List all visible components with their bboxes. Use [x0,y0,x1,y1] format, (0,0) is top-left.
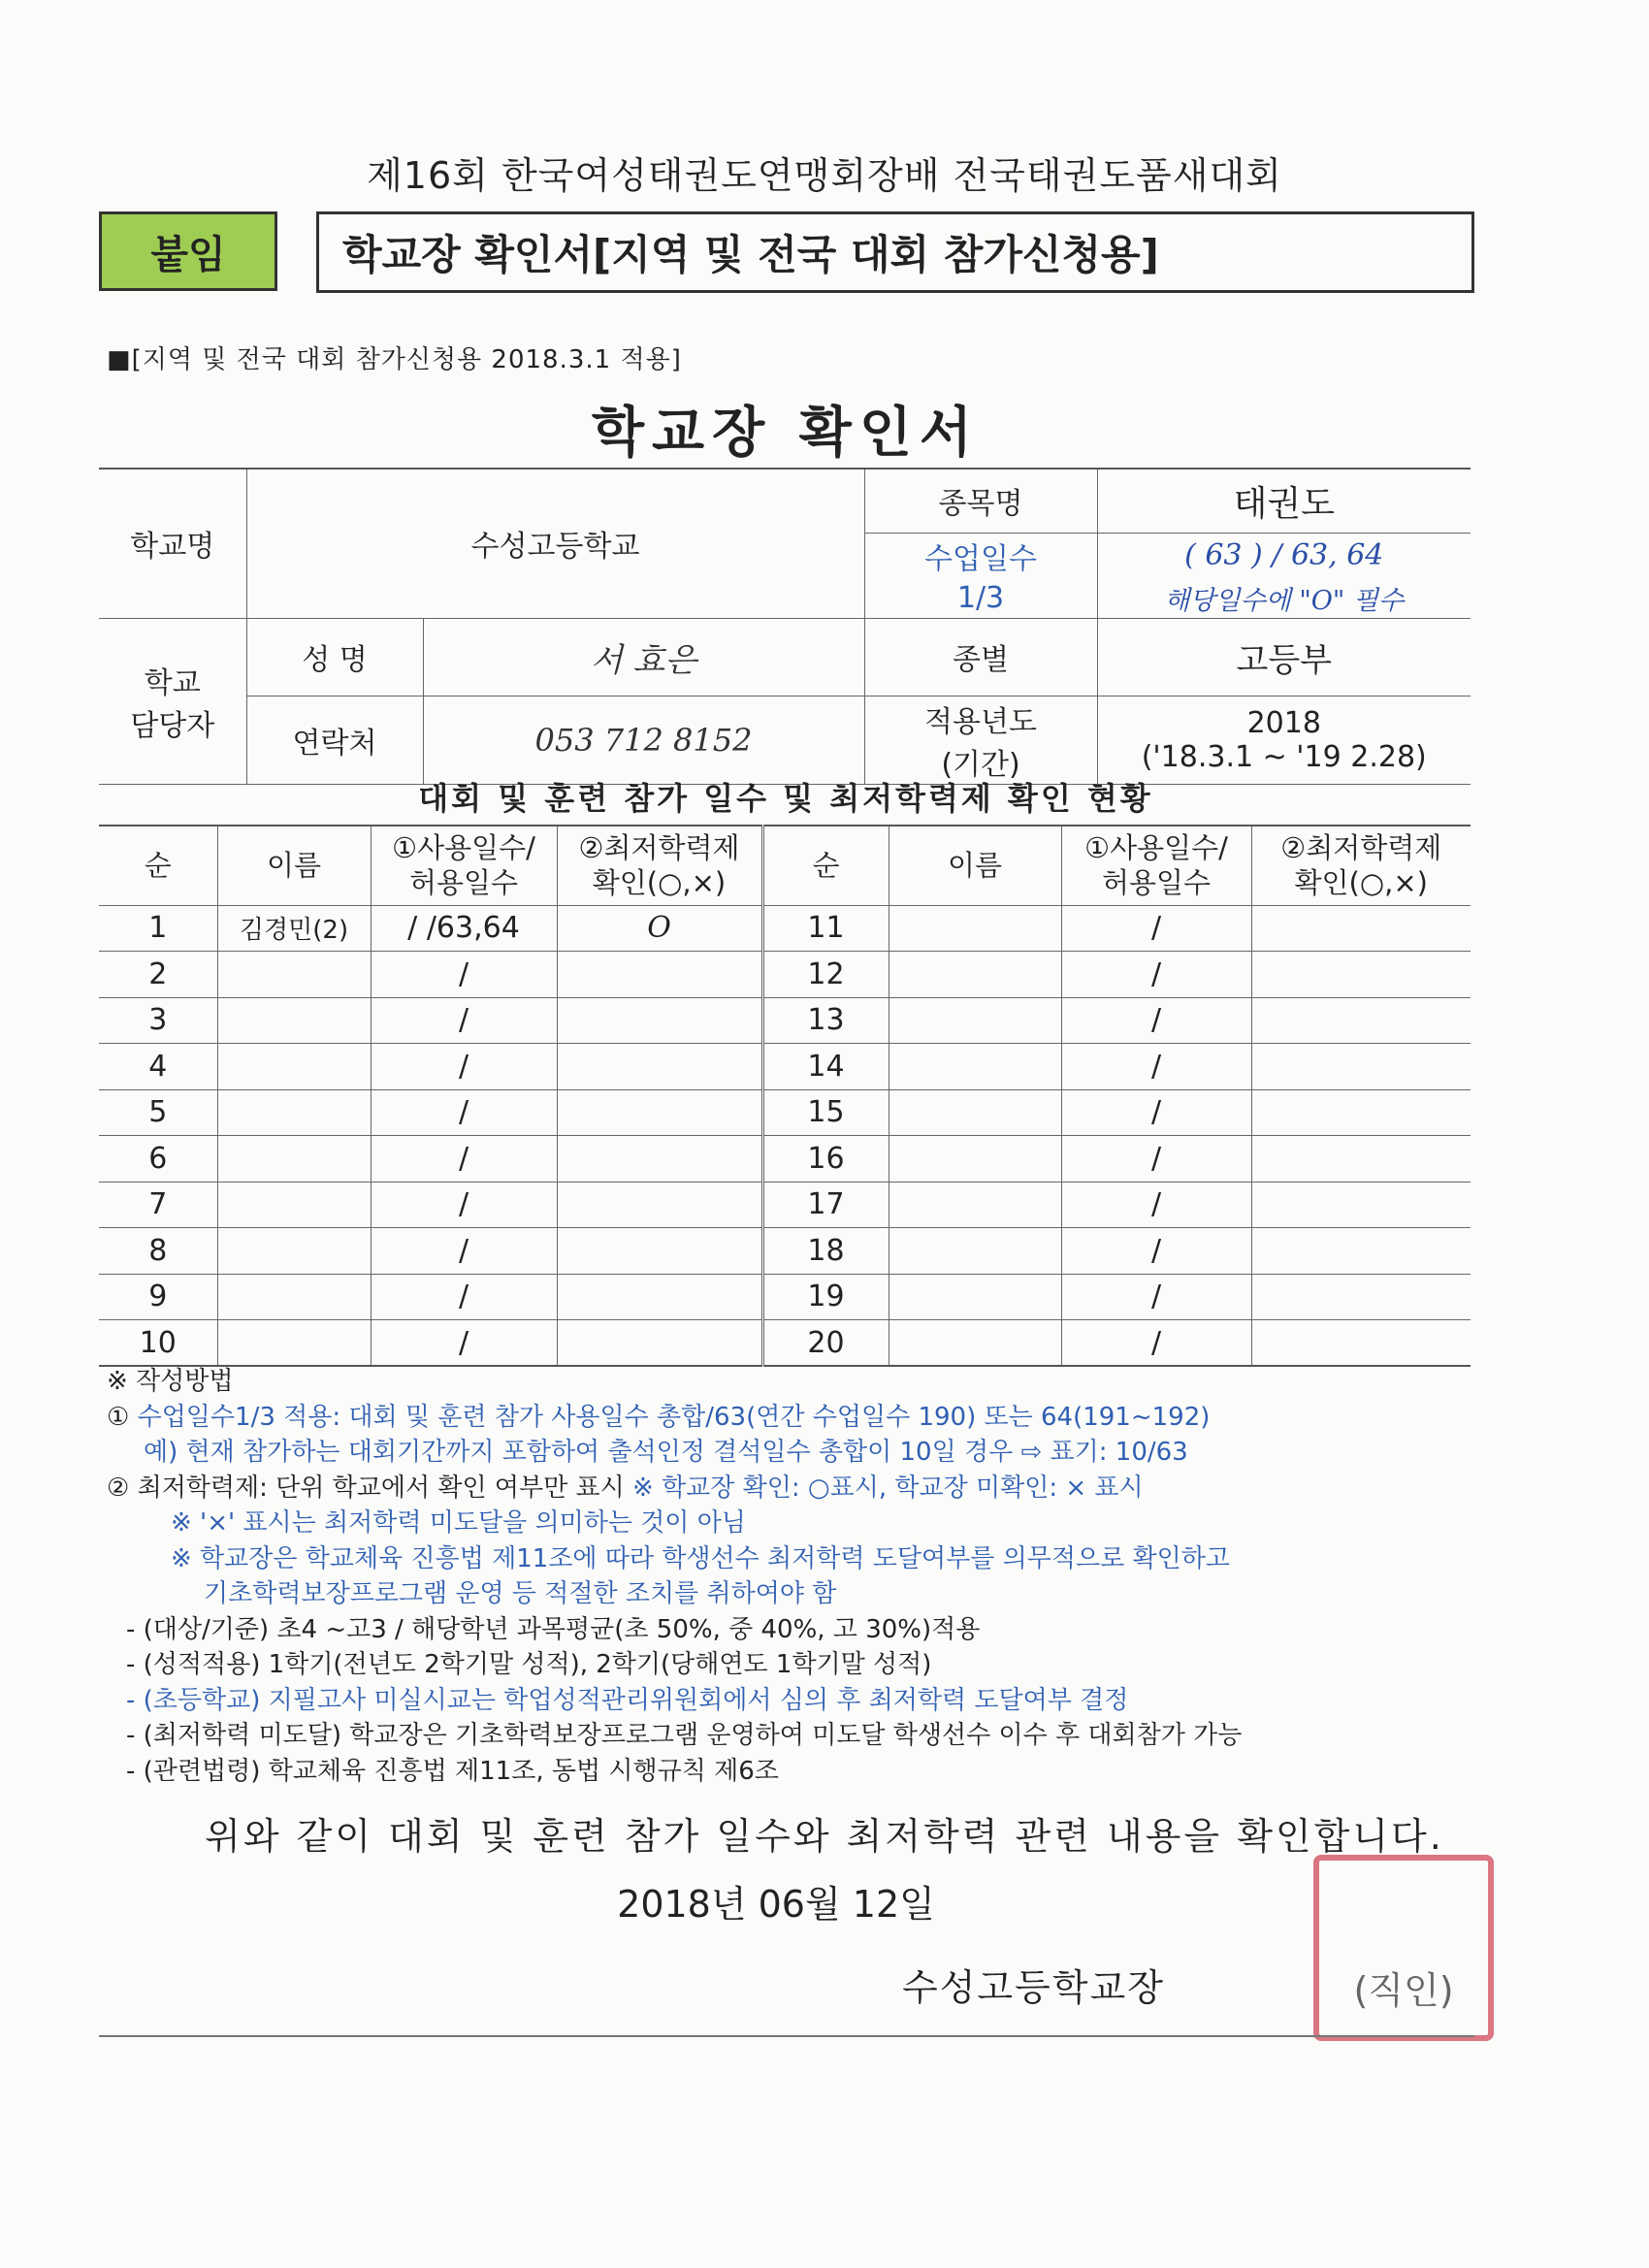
detail-4: - (최저학력 미도달) 학교장은 기초학력보장프로그램 운영하여 미도달 학생선수 이수 후 대회참가 가능 [126,1721,1243,1750]
confirmation-text: 위와 같이 대회 및 훈련 참가 일수와 최저학력 관련 내용을 확인합니다. [205,1815,1444,1858]
col-no: 순 [762,826,889,905]
principal-signature: 수성고등학교장 [902,1966,1165,2009]
row-check [557,997,762,1044]
note-2 [107,1471,1242,1507]
row-name [217,1274,371,1320]
year-value-line2: ('18.3.1 ~ '19 2.28) [1141,739,1427,774]
manager-label-line1: 학교 [144,665,201,700]
row-name [889,1228,1061,1275]
header-title: 학교장 확인서[지역 및 전국 대회 참가신청용] [316,211,1474,293]
event-title: 제16회 한국여성태권도연맹회장배 전국태권도품새대회 [367,154,1282,197]
row-check [1251,1320,1471,1367]
row-days: / /63,64 [371,905,557,952]
note-4-cont: 기초학력보장프로그램 운영 등 적절한 조치를 취하여야 함 [204,1579,837,1608]
row-days: / [371,1044,557,1090]
row-no: 1 [99,905,217,952]
row-check [557,1136,762,1183]
note-1-example: 예) 현재 참가하는 대회기간까지 포함하여 출석인정 결석일수 총합이 10일 경우 ⇨ 표기: 10/63 [144,1438,1188,1467]
row-check [557,952,762,998]
manager-label [99,618,246,784]
seal-label: (직인) [1353,1969,1454,2012]
class-days-note: 해당일수에 "O" 필수 [1097,578,1471,619]
note-1-prefix: ① [107,1402,138,1432]
note-2-text: ※ 학교장 확인: ○표시, 학교장 미확인: × 표시 [632,1473,1144,1503]
row-check [1251,1044,1471,1090]
note-1-text: 수업일수1/3 적용: 대회 및 훈련 참가 사용일수 총합/63(연간 수업일수 190) 또는 64(191~192) [137,1402,1211,1432]
row-no: 2 [99,952,217,998]
row-name [217,1320,371,1367]
row-check: O [557,905,762,952]
row-days: / [1061,1274,1251,1320]
col-min-line1: ②최저학력제 [1280,831,1442,864]
row-days: / [371,1089,557,1136]
row-check [1251,1089,1471,1136]
col-min-line2: 확인(○,×) [592,866,727,900]
row-days: / [1061,1044,1251,1090]
bottom-divider [99,2035,1474,2037]
table-row [99,1228,1471,1275]
table-row [99,1136,1471,1183]
row-name [217,1044,371,1090]
row-days: / [371,952,557,998]
info-table [99,468,1471,785]
row-no: 14 [762,1044,889,1090]
school-name-label: 학교명 [99,469,246,618]
attachment-tag: 붙임 [99,211,277,291]
col-days-line1: ①사용일수/ [392,831,535,864]
row-name [217,1089,371,1136]
row-days: / [371,1274,557,1320]
event-label: 종목명 [864,469,1097,533]
table-row [99,997,1471,1044]
row-check [1251,1274,1471,1320]
row-name [217,1182,371,1228]
row-no: 19 [762,1274,889,1320]
apply-note: ■[지역 및 전국 대회 참가신청용 2018.3.1 적용] [107,345,682,374]
row-name [217,952,371,998]
division-label: 종별 [864,618,1097,696]
class-days-value: ( 63 ) / 63, 64 [1097,533,1471,578]
division-value: 고등부 [1097,618,1471,696]
row-name [889,997,1061,1044]
row-name [889,1320,1061,1367]
row-name [217,997,371,1044]
contact-value: 053 712 8152 [423,696,864,784]
row-name [889,1044,1061,1090]
note-3: ※ '×' 표시는 최저학력 미도달을 의미하는 것이 아님 [171,1508,746,1538]
row-name [889,1136,1061,1183]
row-name [889,1274,1061,1320]
row-check [1251,952,1471,998]
row-days: / [1061,905,1251,952]
table-row [99,1089,1471,1136]
row-days: / [1061,1089,1251,1136]
col-name: 이름 [889,826,1061,905]
row-days: / [1061,1136,1251,1183]
row-check [1251,1136,1471,1183]
row-no: 3 [99,997,217,1044]
row-no: 20 [762,1320,889,1367]
manager-name-value: 서 효은 [423,618,864,696]
table-row [99,1320,1471,1367]
row-check [557,1044,762,1090]
note-4: ※ 학교장은 학교체육 진흥법 제11조에 따라 학생선수 최저학력 도달여부를 의무적으로 확인하고 [171,1543,1230,1573]
row-no: 17 [762,1182,889,1228]
document-title: 학교장 확인서 [591,402,981,465]
row-no: 10 [99,1320,217,1367]
row-name [889,952,1061,998]
row-days: / [371,997,557,1044]
row-check [1251,1228,1471,1275]
year-value-line1: 2018 [1246,705,1321,740]
col-min [1251,826,1471,905]
row-name [889,1182,1061,1228]
official-seal [1313,1855,1494,2041]
col-min-line2: 확인(○,×) [1294,866,1428,900]
table-row [99,1274,1471,1320]
roster-header-row [99,826,1471,905]
col-days [371,826,557,905]
row-days: / [371,1320,557,1367]
row-days: / [1061,1182,1251,1228]
row-check [557,1320,762,1367]
instructions [107,1364,1242,1789]
event-value: 태권도 [1097,469,1471,533]
class-days-fraction: 1/3 [864,578,1097,619]
col-days-line2: 허용일수 [408,866,519,900]
row-check [557,1228,762,1275]
col-min-line1: ②최저학력제 [578,831,740,864]
row-days: / [1061,997,1251,1044]
note-2-prefix: ② 최저학력제: 단위 학교에서 확인 여부만 표시 [107,1473,633,1503]
row-no: 12 [762,952,889,998]
row-no: 7 [99,1182,217,1228]
col-name: 이름 [217,826,371,905]
col-days [1061,826,1251,905]
row-no: 5 [99,1089,217,1136]
year-value [1097,696,1471,784]
row-name [889,1089,1061,1136]
detail-1: - (대상/기준) 초4 ~고3 / 해당학년 과목평균(초 50%, 중 40%, 고 30%)적용 [126,1614,981,1644]
row-check [1251,997,1471,1044]
col-no: 순 [99,826,217,905]
manager-label-line2: 담당자 [130,708,215,743]
roster-table [99,825,1471,1367]
table-row [99,905,1471,952]
row-no: 6 [99,1136,217,1183]
row-no: 16 [762,1136,889,1183]
row-no: 4 [99,1044,217,1090]
row-days: / [371,1182,557,1228]
detail-3: - (초등학교) 지필고사 미실시교는 학업성적관리위원회에서 심의 후 최저학력 도달여부 결정 [126,1685,1129,1715]
row-name: 김경민(2) [217,905,371,952]
table-row [99,1182,1471,1228]
row-check [1251,905,1471,952]
school-name: 수성고등학교 [246,469,864,618]
row-name [889,905,1061,952]
year-label [864,696,1097,784]
year-label-line1: 적용년도 [924,704,1037,739]
row-no: 13 [762,997,889,1044]
year-label-line2: (기간) [941,747,1020,782]
contact-label: 연락처 [246,696,423,784]
detail-2: - (성적적용) 1학기(전년도 2학기말 성적), 2학기(당해연도 1학기말 성적) [126,1650,932,1679]
row-no: 8 [99,1228,217,1275]
row-check [1251,1182,1471,1228]
manager-name-label: 성 명 [246,618,423,696]
detail-5: - (관련법령) 학교체육 진흥법 제11조, 동법 시행규칙 제6조 [126,1756,779,1786]
col-days-line1: ①사용일수/ [1084,831,1228,864]
row-name [217,1228,371,1275]
row-days: / [1061,1320,1251,1367]
row-no: 15 [762,1089,889,1136]
row-no: 11 [762,905,889,952]
issue-date: 2018년 06월 12일 [617,1883,935,1926]
col-days-line2: 허용일수 [1101,866,1212,900]
row-days: / [371,1228,557,1275]
table-row [99,952,1471,998]
row-no: 18 [762,1228,889,1275]
row-check [557,1089,762,1136]
table-row [99,1044,1471,1090]
note-1 [107,1400,1242,1436]
col-min [557,826,762,905]
notes-heading: ※ 작성방법 [107,1367,234,1396]
row-no: 9 [99,1274,217,1320]
section-title: 대회 및 훈련 참가 일수 및 최저학력제 확인 현황 [418,780,1153,817]
row-check [557,1274,762,1320]
row-days: / [1061,952,1251,998]
class-days-label: 수업일수 [864,533,1097,578]
row-check [557,1182,762,1228]
row-days: / [1061,1228,1251,1275]
row-days: / [371,1136,557,1183]
row-name [217,1136,371,1183]
